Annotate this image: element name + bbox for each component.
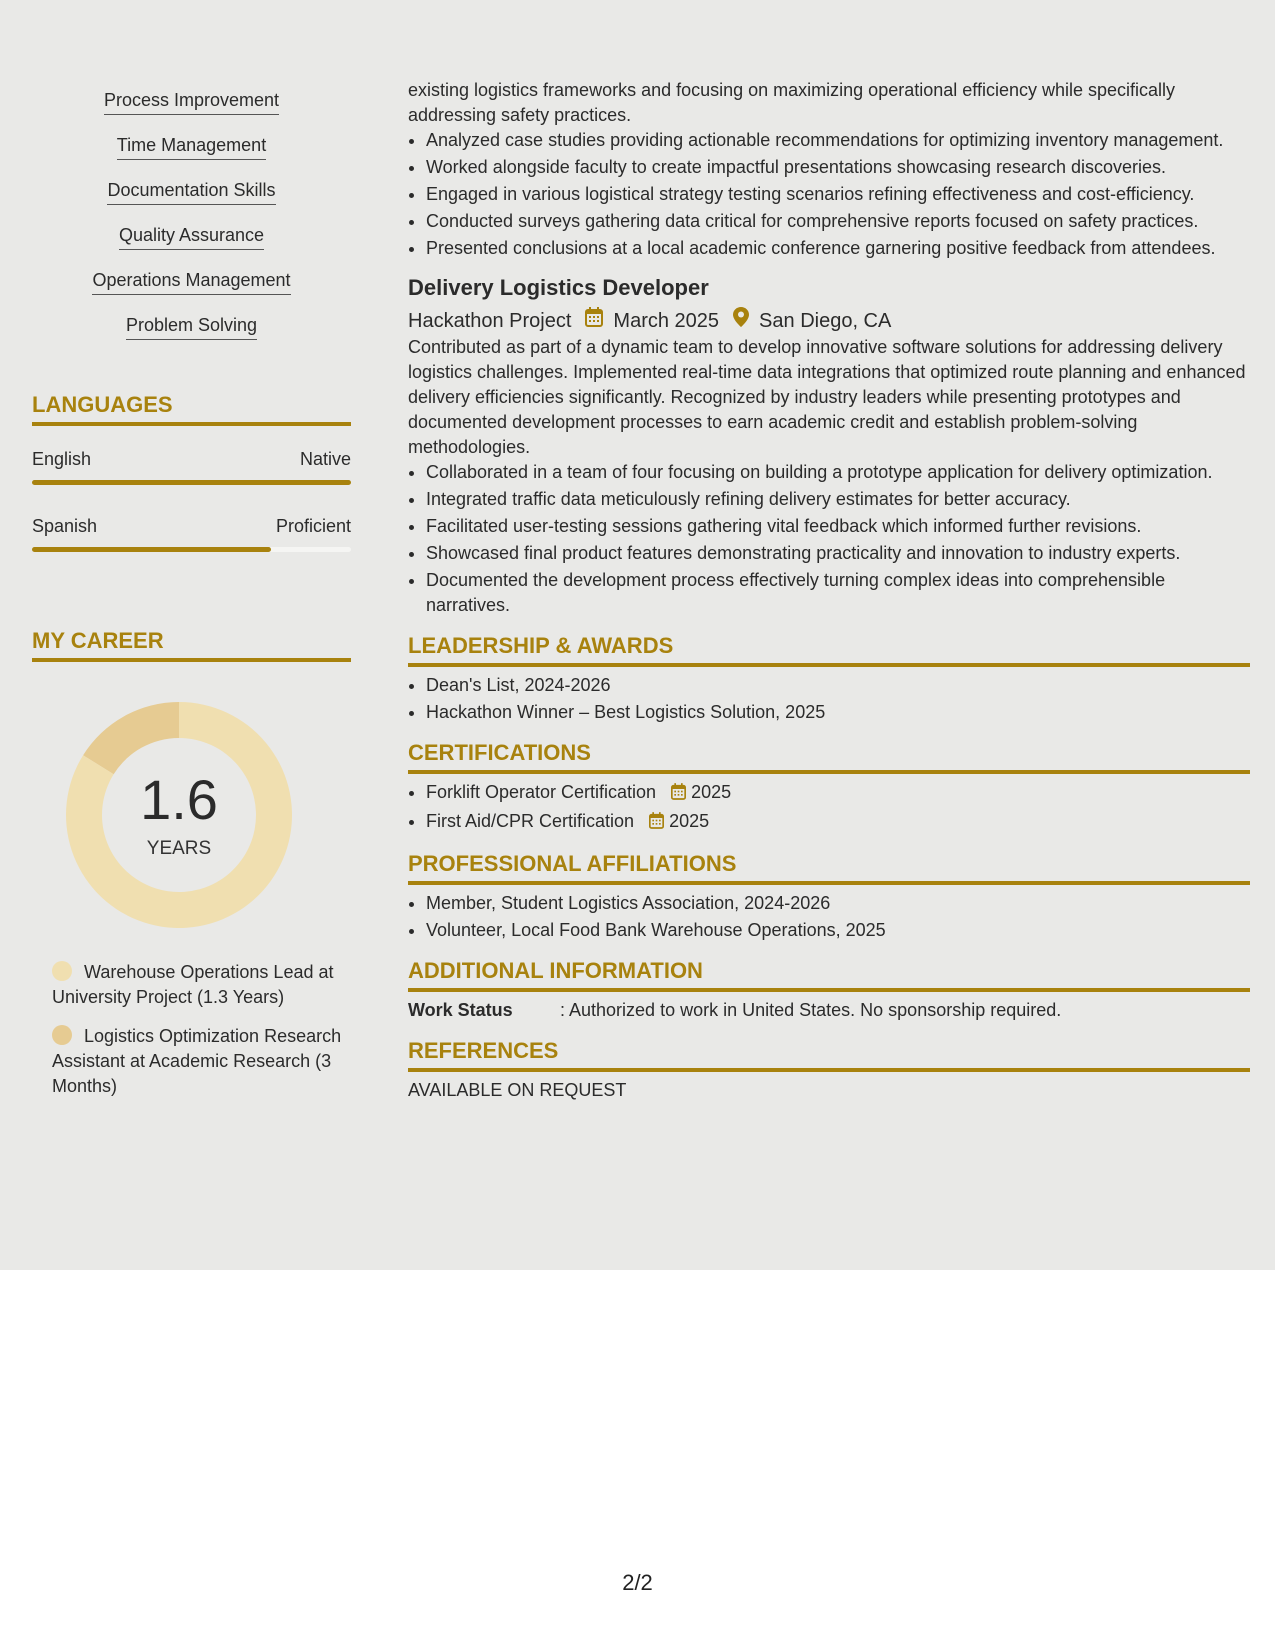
skill-label: Time Management bbox=[117, 133, 266, 160]
list-item: • Presented conclusions at a local academic conference garnering positive feedback from attendees. bbox=[426, 236, 1250, 261]
references-heading: REFERENCES bbox=[408, 1037, 1250, 1072]
continued-bullets bbox=[408, 128, 1250, 261]
list-item: • Documented the development process effectively turning complex ideas into comprehensible narratives. bbox=[426, 568, 1250, 618]
calendar-icon bbox=[649, 811, 664, 836]
career-unit: YEARS bbox=[146, 838, 212, 859]
legend-swatch bbox=[52, 961, 72, 981]
cert-name: Forklift Operator Certification bbox=[426, 782, 657, 802]
list-item: • Volunteer, Local Food Bank Warehouse Operations, 2025 bbox=[426, 918, 1250, 943]
leadership-heading: LEADERSHIP & AWARDS bbox=[408, 632, 1250, 667]
list-item: • Collaborated in a team of four focusing on building a prototype application for delivery optimization. bbox=[426, 460, 1250, 485]
list-item bbox=[426, 780, 1250, 807]
list-item: • Facilitated user-testing sessions gathering vital feedback which informed further revisions. bbox=[426, 514, 1250, 539]
skills-list bbox=[32, 80, 351, 350]
language-bar-fill bbox=[32, 480, 351, 485]
affiliations-list bbox=[408, 891, 1250, 943]
continued-text: existing logistics frameworks and focusing on maximizing operational efficiency while specifically addressing safety practices. bbox=[408, 80, 1176, 125]
additional-info-heading: ADDITIONAL INFORMATION bbox=[408, 957, 1250, 992]
job-description: Contributed as part of a dynamic team to develop innovative software solutions for addressing delivery logistics challenges. Implemented real-time data integrations that optimized route planning and enhanced delivery efficiencies significantly. Recognized by industry leaders while presenting prototypes and documented development processes to earn academic credit and establish problem-solving methodologies. bbox=[408, 337, 1246, 457]
skill-item bbox=[32, 215, 351, 260]
donut-slice bbox=[83, 702, 179, 774]
career-total: 1.6 bbox=[140, 768, 218, 831]
affiliations-heading: PROFESSIONAL AFFILIATIONS bbox=[408, 850, 1250, 885]
skill-item bbox=[32, 80, 351, 125]
list-item: • Showcased final product features demonstrating practicality and innovation to industry experts. bbox=[426, 541, 1250, 566]
right-column bbox=[408, 78, 1250, 1103]
list-item: • Conducted surveys gathering data critical for comprehensive reports focused on safety practices. bbox=[426, 209, 1250, 234]
list-item: • Engaged in various logistical strategy testing scenarios refining effectiveness and cost-efficiency. bbox=[426, 182, 1250, 207]
language-name: Spanish bbox=[32, 516, 98, 536]
language-name: English bbox=[32, 449, 92, 469]
cert-year: 2025 bbox=[691, 782, 732, 802]
location-pin-icon bbox=[733, 307, 749, 335]
list-item: • Integrated traffic data meticulously refining delivery estimates for better accuracy. bbox=[426, 487, 1250, 512]
list-item: • Worked alongside faculty to create impactful presentations showcasing research discoveries. bbox=[426, 155, 1250, 180]
job-title: Delivery Logistics Developer bbox=[408, 275, 709, 300]
calendar-icon bbox=[585, 307, 603, 335]
work-status-value: : Authorized to work in United States. No sponsorship required. bbox=[560, 1000, 1062, 1020]
list-item: • Member, Student Logistics Association, 2024-2026 bbox=[426, 891, 1250, 916]
skill-label: Quality Assurance bbox=[119, 223, 264, 250]
page-number: 2/2 bbox=[622, 1570, 653, 1595]
list-item: • Hackathon Winner – Best Logistics Solution, 2025 bbox=[426, 700, 1250, 725]
career-donut-chart bbox=[66, 702, 292, 928]
language-item bbox=[32, 448, 351, 485]
legend-swatch bbox=[52, 1025, 72, 1045]
list-item: • Dean's List, 2024-2026 bbox=[426, 673, 1250, 698]
job-org: Hackathon Project bbox=[408, 310, 572, 332]
cert-name: First Aid/CPR Certification bbox=[426, 811, 635, 831]
work-status-label: Work Status bbox=[408, 1000, 513, 1020]
legend-label: Logistics Optimization Research Assistant at Academic Research (3 Months) bbox=[52, 1026, 342, 1096]
job-meta bbox=[408, 307, 1250, 335]
skill-item bbox=[32, 125, 351, 170]
left-column bbox=[32, 80, 351, 1113]
skill-label: Documentation Skills bbox=[107, 178, 275, 205]
legend-label: Warehouse Operations Lead at University Project (1.3 Years) bbox=[52, 962, 334, 1007]
job-date: March 2025 bbox=[613, 310, 720, 332]
skill-label: Problem Solving bbox=[126, 313, 257, 340]
leadership-list bbox=[408, 673, 1250, 725]
language-bar bbox=[32, 480, 351, 485]
language-bar-fill bbox=[32, 547, 271, 552]
work-status-row bbox=[408, 998, 1250, 1023]
list-item bbox=[426, 809, 1250, 836]
job-location: San Diego, CA bbox=[759, 310, 892, 332]
language-level: Proficient bbox=[275, 516, 351, 536]
language-level: Native bbox=[299, 449, 351, 469]
certifications-list bbox=[408, 780, 1250, 836]
calendar-icon bbox=[671, 782, 686, 807]
language-item bbox=[32, 515, 351, 552]
skill-item bbox=[32, 305, 351, 350]
languages-heading: LANGUAGES bbox=[32, 392, 351, 426]
skill-item bbox=[32, 170, 351, 215]
career-heading: MY CAREER bbox=[32, 628, 351, 662]
certifications-heading: CERTIFICATIONS bbox=[408, 739, 1250, 774]
skill-label: Operations Management bbox=[92, 268, 290, 295]
list-item: • Analyzed case studies providing actionable recommendations for optimizing inventory management. bbox=[426, 128, 1250, 153]
legend-item bbox=[52, 960, 342, 1010]
career-legend bbox=[52, 960, 342, 1099]
cert-year: 2025 bbox=[669, 811, 710, 831]
legend-item bbox=[52, 1024, 342, 1099]
references-text: AVAILABLE ON REQUEST bbox=[408, 1080, 627, 1100]
skill-item bbox=[32, 260, 351, 305]
language-bar bbox=[32, 547, 351, 552]
job-bullets bbox=[408, 460, 1250, 618]
skill-label: Process Improvement bbox=[104, 88, 279, 115]
